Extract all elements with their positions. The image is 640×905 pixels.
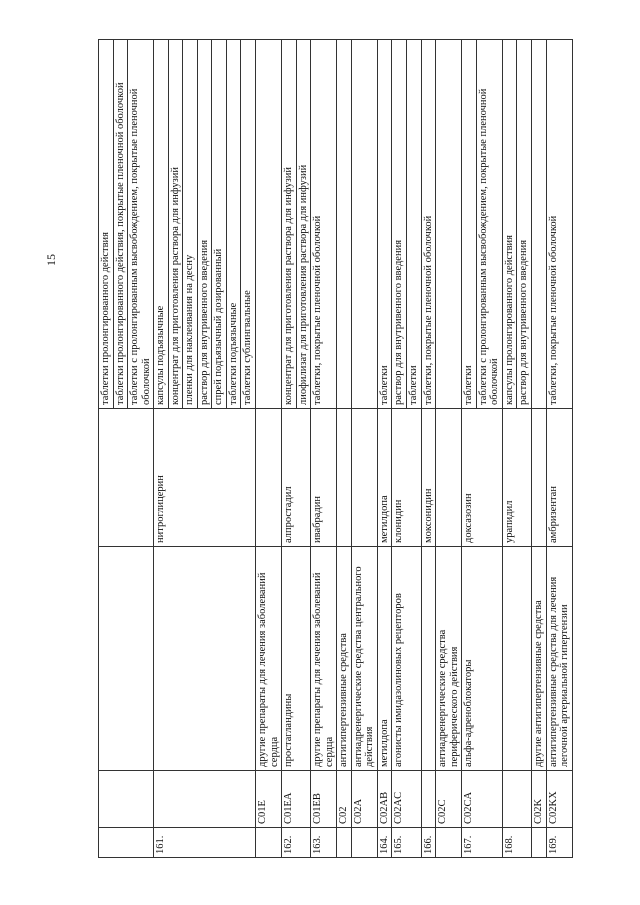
table-row <box>462 40 477 858</box>
table-row <box>502 40 517 858</box>
row-number <box>351 828 377 858</box>
atc-code <box>154 771 256 828</box>
row-number <box>256 828 282 858</box>
atc-code: C02K <box>531 771 546 828</box>
table-row <box>531 40 546 858</box>
atc-code: C02KX <box>546 771 572 828</box>
row-number: 166. <box>421 828 436 858</box>
pharmacological-group: другие антигипертензивные средства <box>531 547 546 771</box>
dosage-form <box>531 40 546 409</box>
atc-code: C02A <box>351 771 377 828</box>
drug-name: нитроглицерин <box>154 409 256 547</box>
pharmacological-group: агонисты имидазолиновых рецепторов <box>392 547 421 771</box>
table-row <box>311 40 337 858</box>
pharmacological-group: альфа-адреноблокаторы <box>462 547 503 771</box>
table-row <box>99 40 114 858</box>
dosage-form <box>351 40 377 409</box>
dosage-form: раствор для внутривенного введения <box>517 40 532 409</box>
table-row <box>154 40 169 858</box>
dosage-form: таблетки с пролонгированным высвобождением, покрытые пленочной оболочкой <box>476 40 502 409</box>
table-row <box>421 40 436 858</box>
drug-list-table <box>98 39 573 858</box>
row-number <box>531 828 546 858</box>
dosage-form: капсулы пролонгированного действия <box>502 40 517 409</box>
dosage-form: таблетки подъязычные <box>226 40 241 409</box>
row-number: 165. <box>392 828 421 858</box>
atc-code <box>421 771 436 828</box>
drug-name: ивабрадин <box>311 409 337 547</box>
pharmacological-group: антигипертензивные средства для лечения легочной артериальной гипертензии <box>546 547 572 771</box>
row-number <box>337 828 352 858</box>
row-number <box>436 828 462 858</box>
atc-code: C02CA <box>462 771 503 828</box>
drug-name <box>256 409 282 547</box>
row-number: 167. <box>462 828 503 858</box>
dosage-form: таблетки, покрытые пленочной оболочкой <box>311 40 337 409</box>
dosage-form: таблетки пролонгированного действия, покрытые пленочной оболочкой <box>113 40 128 409</box>
row-number: 169. <box>546 828 572 858</box>
drug-name: урапидил <box>502 409 531 547</box>
table-row <box>392 40 407 858</box>
row-number: 164. <box>377 828 392 858</box>
atc-code: C01E <box>256 771 282 828</box>
pharmacological-group: метилдопа <box>377 547 392 771</box>
drug-name <box>337 409 352 547</box>
dosage-form: таблетки <box>377 40 392 409</box>
drug-name <box>351 409 377 547</box>
table-row <box>256 40 282 858</box>
row-number: 162. <box>282 828 311 858</box>
table-row <box>377 40 392 858</box>
atc-code: C02 <box>337 771 352 828</box>
atc-code <box>502 771 531 828</box>
atc-code: C02AC <box>392 771 421 828</box>
drug-name <box>99 409 154 547</box>
row-number: 161. <box>154 828 256 858</box>
dosage-form: таблетки с пролонгированным высвобождением, покрытые пленочной оболочкой <box>128 40 154 409</box>
table-row <box>337 40 352 858</box>
row-number: 168. <box>502 828 531 858</box>
dosage-form: лиофилизат для приготовления раствора для инфузий <box>296 40 311 409</box>
dosage-form <box>337 40 352 409</box>
dosage-form: концентрат для приготовления раствора для инфузий <box>168 40 183 409</box>
dosage-form: капсулы подъязычные <box>154 40 169 409</box>
pharmacological-group <box>502 547 531 771</box>
atc-code: C01EA <box>282 771 311 828</box>
table-row <box>351 40 377 858</box>
drug-name: метилдопа <box>377 409 392 547</box>
pharmacological-group <box>421 547 436 771</box>
pharmacological-group: другие препараты для лечения заболеваний сердца <box>256 547 282 771</box>
dosage-form: раствор для внутривенного введения <box>392 40 407 409</box>
drug-name: алпростадил <box>282 409 311 547</box>
dosage-form: таблетки <box>462 40 477 409</box>
dosage-form: пленки для наклеивания на десну <box>183 40 198 409</box>
pharmacological-group <box>99 547 154 771</box>
table-row <box>436 40 462 858</box>
atc-code: C02C <box>436 771 462 828</box>
pharmacological-group: антигипертензивные средства <box>337 547 352 771</box>
pharmacological-group: другие препараты для лечения заболеваний сердца <box>311 547 337 771</box>
atc-code: C01EB <box>311 771 337 828</box>
table-row <box>282 40 297 858</box>
pharmacological-group: антиадренергические средства периферического действия <box>436 547 462 771</box>
row-number <box>99 828 154 858</box>
pharmacological-group: антиадренергические средства центрального действия <box>351 547 377 771</box>
drug-name: клонидин <box>392 409 421 547</box>
drug-name <box>531 409 546 547</box>
dosage-form: таблетки, покрытые пленочной оболочкой <box>546 40 572 409</box>
drug-name: моксонидин <box>421 409 436 547</box>
drug-name: амбризентан <box>546 409 572 547</box>
dosage-form <box>256 40 282 409</box>
pharmacological-group: простагландины <box>282 547 311 771</box>
drug-list-table-container <box>98 40 571 858</box>
pharmacological-group <box>154 547 256 771</box>
atc-code <box>99 771 154 828</box>
page-number: 15 <box>43 254 58 266</box>
dosage-form: концентрат для приготовления раствора для инфузий <box>282 40 297 409</box>
drug-name <box>436 409 462 547</box>
dosage-form: таблетки, покрытые пленочной оболочкой <box>421 40 436 409</box>
dosage-form: раствор для внутривенного введения <box>197 40 212 409</box>
table-row <box>546 40 572 858</box>
dosage-form: таблетки <box>407 40 422 409</box>
row-number: 163. <box>311 828 337 858</box>
atc-code: C02AB <box>377 771 392 828</box>
dosage-form: таблетки сублингвальные <box>241 40 256 409</box>
dosage-form <box>436 40 462 409</box>
drug-name: доксазозин <box>462 409 503 547</box>
dosage-form: таблетки пролонгированного действия <box>99 40 114 409</box>
dosage-form: спрей подъязычный дозированный <box>212 40 227 409</box>
